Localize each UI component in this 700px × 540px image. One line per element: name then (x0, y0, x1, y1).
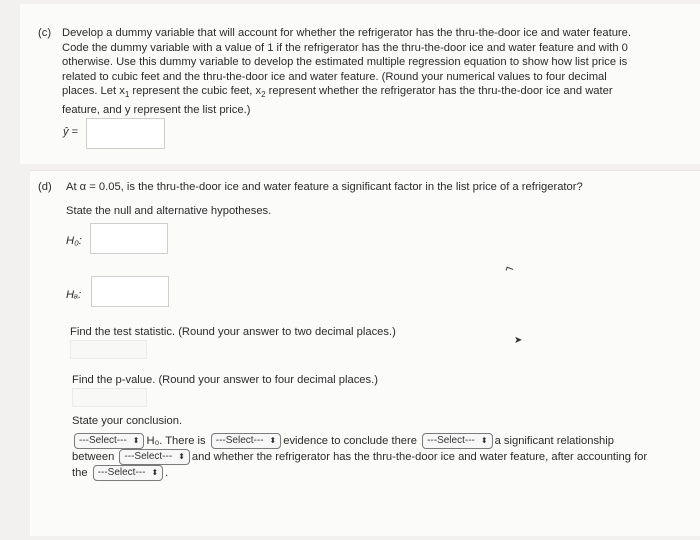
select-arrow-icon: ⬍ (178, 452, 185, 462)
part-c-text: places. Let x (62, 85, 125, 97)
part-c-label: (c) (38, 27, 52, 39)
subscript: 2 (261, 90, 266, 100)
part-d-label: (d) (38, 181, 52, 193)
is-select[interactable] (422, 433, 492, 449)
test-statistic-input[interactable] (70, 340, 147, 359)
select-value: ---Select--- (427, 435, 475, 447)
h0-input[interactable] (90, 223, 168, 254)
subscript: 1 (124, 90, 130, 100)
yhat-label: ŷ = (63, 126, 78, 138)
part-c-line: feature, and y represent the list price.) (62, 103, 251, 116)
select-value: ---Select--- (79, 435, 127, 447)
part-c-line: related to cubic feet and the thru-the-door ice and water feature. (Round your numerical values to four decimal (62, 70, 607, 83)
part-c-instructions (62, 26, 692, 117)
conclusion-text: evidence to conclude there (283, 435, 417, 447)
conclusion-text: a significant relationship (494, 435, 614, 447)
conclusion-text: . (165, 467, 169, 480)
accounting-variable-select[interactable] (93, 465, 163, 481)
pen-mark: ⌐ (503, 259, 517, 277)
conclusion-heading: State your conclusion. (72, 415, 183, 427)
part-c-line: Develop a dummy variable that will account for whether the refrigerator has the thru-the-door ice and water feature. (62, 27, 631, 39)
p-value-prompt: Find the p-value. (Round your answer to four decimal places.) (72, 374, 378, 386)
select-arrow-icon: ⬍ (480, 436, 488, 446)
conclusion-sentence (72, 433, 672, 481)
part-c-line (62, 84, 692, 103)
variable-select[interactable] (119, 449, 189, 465)
conclusion-text: H₀. There is (146, 435, 206, 447)
evidence-select[interactable] (211, 433, 281, 449)
part-d-question: At α = 0.05, is the thru-the-door ice and water feature a significant factor in the list price of a refrigerator? (66, 181, 583, 193)
test-statistic-prompt: Find the test statistic. (Round your answer to two decimal places.) (70, 326, 396, 338)
ha-label: Hₐ: (66, 289, 82, 301)
part-c-line: Code the dummy variable with a value of 1 if the refrigerator has the thru-the-door ice and water feature and with 0 (62, 41, 628, 54)
conclusion-text: the (72, 467, 88, 480)
h0-label: H₀: (66, 235, 82, 247)
reject-select[interactable] (74, 433, 144, 449)
select-value: ---Select--- (97, 467, 146, 479)
select-value: ---Select--- (124, 451, 173, 463)
cursor-icon: ➤ (514, 335, 523, 346)
part-c-text: represent the cubic feet, x (129, 85, 262, 97)
state-hypotheses-prompt: State the null and alternative hypotheses. (66, 205, 272, 217)
select-arrow-icon: ⬍ (132, 436, 140, 446)
select-arrow-icon: ⬍ (151, 468, 159, 478)
regression-equation-input[interactable] (86, 118, 165, 149)
conclusion-text: and whether the refrigerator has the thru-the-door ice and water feature, after accounting for (191, 451, 648, 464)
p-value-input[interactable] (72, 388, 147, 407)
select-value: ---Select--- (215, 435, 264, 447)
part-c-line: otherwise. Use this dummy variable to develop the estimated multiple regression equation to show how list price is (62, 56, 628, 68)
part-c-text: represent whether the refrigerator has the thru-the-door ice and water (265, 85, 613, 97)
ha-input[interactable] (91, 276, 169, 307)
select-arrow-icon: ⬍ (269, 436, 277, 446)
conclusion-text: between (72, 451, 115, 464)
